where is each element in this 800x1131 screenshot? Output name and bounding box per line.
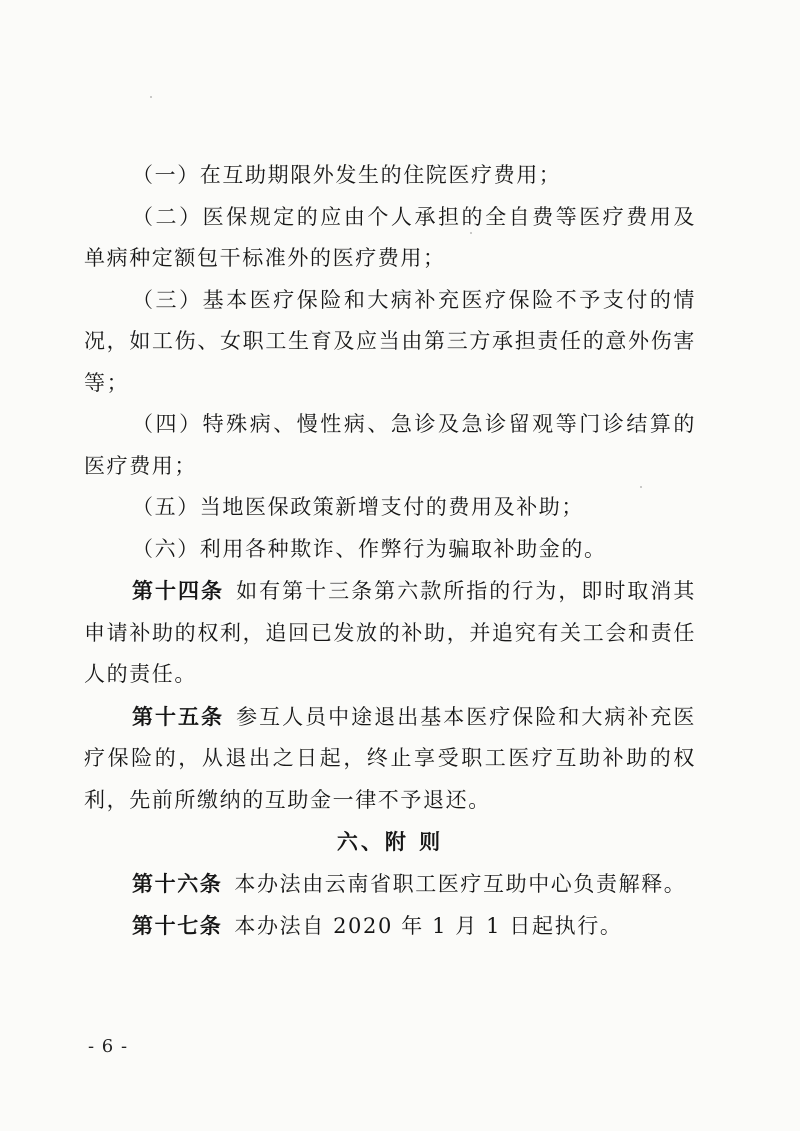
- article-14: [84, 570, 696, 696]
- clause-item-3: （三）基本医疗保险和大病补充医疗保险不予支付的情况，如工伤、女职工生育及应当由第三方承担责任的意外伤害等；: [84, 287, 696, 395]
- clause-item-6: （六）利用各种欺诈、作弊行为骗取补助金的。: [132, 536, 607, 561]
- article-14-text: 如有第十三条第六款所指的行为，即时取消其申请补助的权利，追回已发放的补助，并追究有关工会和责任人的责任。: [84, 579, 697, 686]
- clause-item-2: （二）医保规定的应由个人承担的全自费等医疗费用及单病种定额包干标准外的医疗费用；: [84, 204, 696, 270]
- section-title: 六、附 则: [336, 829, 444, 854]
- clause-item-4: （四）特殊病、慢性病、急诊及急诊留观等门诊结算的医疗费用；: [84, 412, 696, 478]
- document-body: [84, 155, 696, 948]
- article-16-text: 本办法由云南省职工医疗互助中心负责解释。: [234, 871, 687, 896]
- article-14-heading: 第十四条: [132, 578, 225, 603]
- article-16: [84, 863, 696, 906]
- clause-item-1: （一）在互助期限外发生的住院医疗费用；: [132, 163, 562, 187]
- clause-item-5: （五）当地医保政策新增支付的费用及补助；: [132, 495, 584, 519]
- article-17-heading: 第十七条: [132, 913, 223, 938]
- article-17-text: 本办法自 2020 年 1 月 1 日起执行。: [234, 914, 623, 938]
- article-17: [84, 905, 696, 948]
- page-number: - 6 -: [88, 1036, 129, 1057]
- article-16-heading: 第十六条: [132, 870, 223, 896]
- article-15: [84, 696, 696, 822]
- article-15-text: 参互人员中途退出基本医疗保险和大病补充医疗保险的，从退出之日起，终止享受职工医疗互助补助的权利，先前所缴纳的互助金一律不予退还。: [84, 704, 697, 812]
- scan-speck: [150, 96, 152, 98]
- article-15-heading: 第十五条: [132, 703, 225, 729]
